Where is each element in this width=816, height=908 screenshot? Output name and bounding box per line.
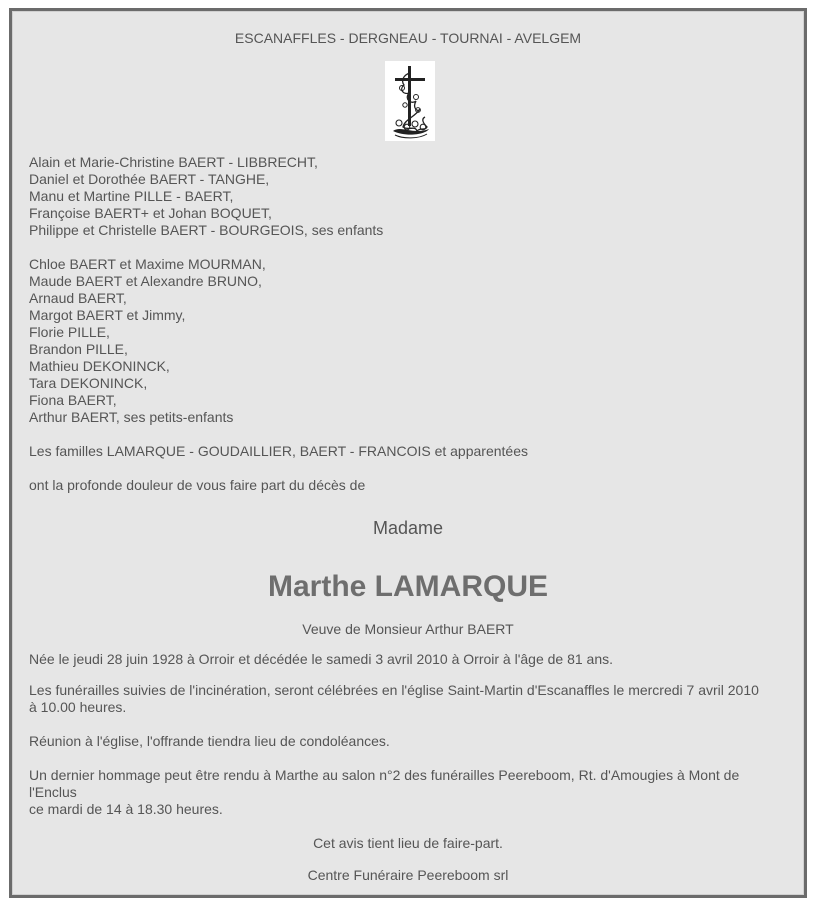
cross-with-flowers-icon-svg (385, 61, 435, 141)
widow-of-line: Veuve de Monsieur Arthur BAERT (302, 621, 514, 637)
grandchildren-list (29, 256, 266, 426)
families-line: Les familles LAMARQUE - GOUDAILLIER, BAERT - FRANCOIS et apparentées (29, 443, 528, 459)
list-item: Philippe et Christelle BAERT - BOURGEOIS, ses enfants (29, 222, 384, 238)
list-item: Chloe BAERT et Maxime MOURMAN, (29, 256, 266, 272)
homage-line-3: ce mardi de 14 à 18.30 heures. (29, 801, 223, 817)
funeral-line-1: Les funérailles suivies de l'incinération, seront célébrées en l'église Saint-Martin d'Escanaffles le mercredi 7 avril 2010 (29, 682, 759, 698)
towns-header: ESCANAFFLES - DERGNEAU - TOURNAI - AVELGEM (234, 30, 582, 46)
list-item: Tara DEKONINCK, (29, 375, 148, 391)
funeral-paragraph (29, 682, 794, 716)
salutation: Madame (372, 518, 444, 538)
list-item: Arnaud BAERT, (29, 290, 127, 306)
homage-paragraph (29, 767, 794, 818)
list-item: Florie PILLE, (29, 324, 110, 340)
list-item: Alain et Marie-Christine BAERT - LIBBRECHT, (29, 154, 318, 170)
children-list (29, 154, 383, 239)
company-line: Centre Funéraire Peereboom srl (307, 867, 509, 883)
list-item: Mathieu DEKONINCK, (29, 358, 170, 374)
birth-death-text: Née le jeudi 28 juin 1928 à Orroir et décédée le samedi 3 avril 2010 à Orroir à l'âge de 81 ans. (29, 651, 614, 667)
list-item: Manu et Martine PILLE - BAERT, (29, 188, 234, 204)
list-item: Françoise BAERT+ et Johan BOQUET, (29, 205, 272, 221)
reunion-text: Réunion à l'église, l'offrande tiendra lieu de condoléances. (29, 733, 390, 749)
homage-line-2: l'Enclus (29, 784, 77, 800)
birth-death-line (29, 651, 794, 668)
obituary-card (9, 8, 807, 898)
cross-with-flowers-icon (385, 61, 435, 141)
list-item: Daniel et Dorothée BAERT - TANGHE, (29, 171, 270, 187)
reunion-line (29, 733, 794, 750)
funeral-line-2: à 10.00 heures. (29, 699, 127, 715)
list-item: Arthur BAERT, ses petits-enfants (29, 409, 234, 425)
list-item: Maude BAERT et Alexandre BRUNO, (29, 273, 262, 289)
list-item: Fiona BAERT, (29, 392, 117, 408)
notice-line: Cet avis tient lieu de faire-part. (313, 835, 503, 851)
list-item: Brandon PILLE, (29, 341, 128, 357)
list-item: Margot BAERT et Jimmy, (29, 307, 186, 323)
announcement-line: ont la profonde douleur de vous faire part du décès de (29, 477, 366, 493)
homage-line-1: Un dernier hommage peut être rendu à Marthe au salon n°2 des funérailles Peereboom, Rt. d'Amougies à Mont de (29, 767, 740, 783)
deceased-name: Marthe LAMARQUE (267, 570, 548, 603)
